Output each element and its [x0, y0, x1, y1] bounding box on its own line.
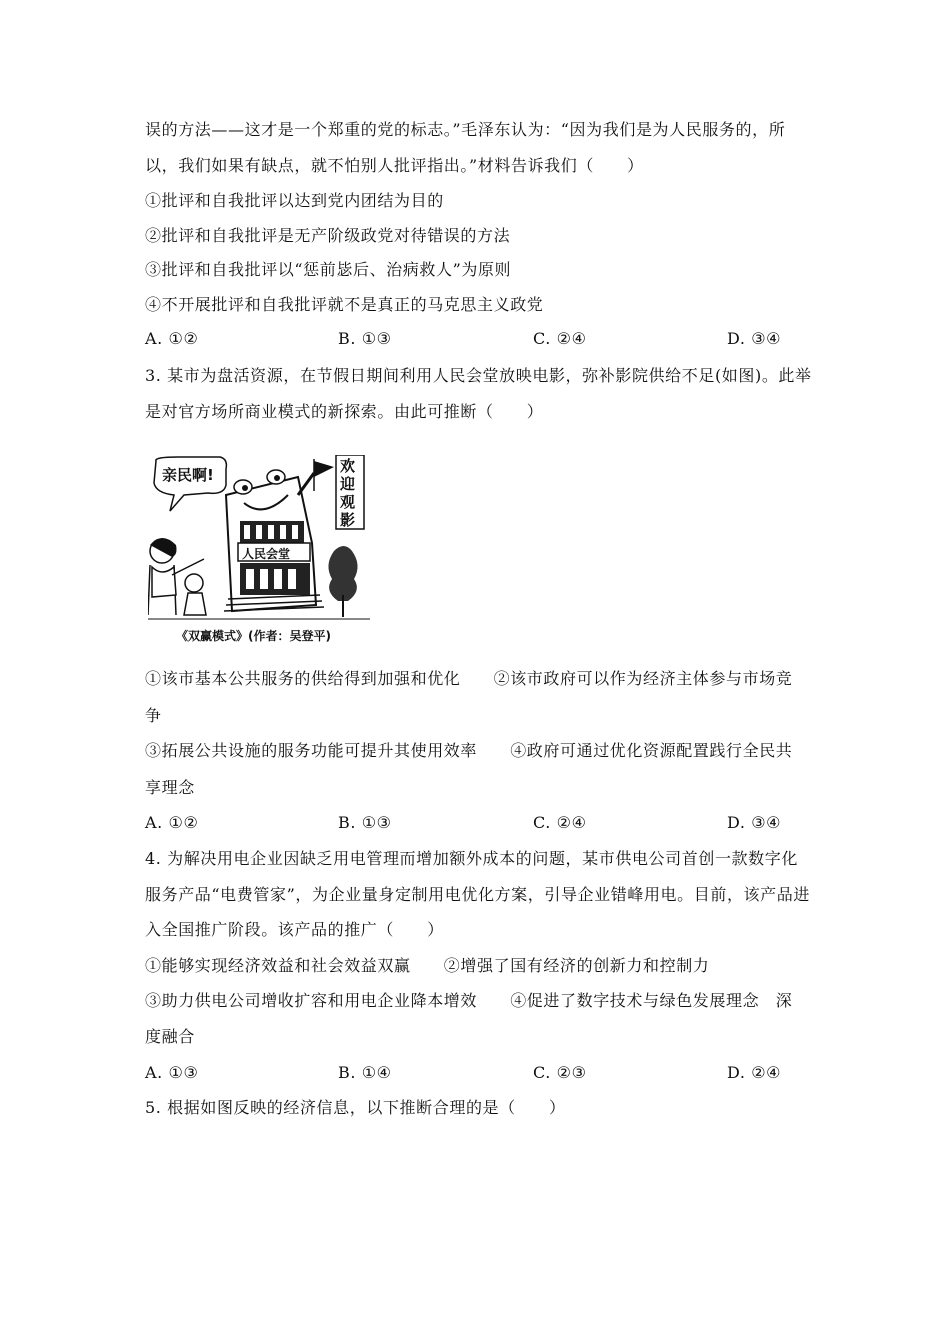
text-line: 以，我们如果有缺点，就不怕别人批评指出。”材料告诉我们（ ）: [145, 156, 644, 175]
building-sign: 人民会堂: [242, 547, 291, 561]
option-line: 享理念: [145, 778, 195, 797]
banner-char: 迎: [340, 475, 356, 493]
welcome-banner: [340, 457, 360, 529]
choice-a: A. ①②: [145, 329, 199, 348]
question-5: 5. 根据如图反映的经济信息，以下推断合理的是（ ）: [145, 1098, 566, 1117]
text-line: 误的方法——这才是一个郑重的党的标志。”毛泽东认为：“因为我们是为人民服务的，所: [145, 120, 786, 139]
option-line: ①批评和自我批评以达到党内团结为目的: [145, 191, 444, 210]
option-line: ②批评和自我批评是无产阶级政党对待错误的方法: [145, 226, 511, 245]
choice-a: A. ①②: [145, 813, 199, 832]
speech-bubble-text: 亲民啊!: [162, 466, 214, 484]
answer-choices-q4: [145, 1063, 805, 1083]
choice-d: D. ③④: [727, 813, 782, 832]
choice-a: A. ①③: [145, 1063, 199, 1082]
option-line: 度融合: [145, 1027, 195, 1046]
option-line: ③助力供电公司增收扩容和用电企业降本增效 ④促进了数字技术与绿色发展理念 深: [145, 991, 793, 1010]
answer-choices-q2: [145, 329, 805, 349]
option-line: ③批评和自我批评以“惩前毖后、治病救人”为原则: [145, 260, 512, 279]
option-line: ①能够实现经济效益和社会效益双赢 ②增强了国有经济的创新力和控制力: [145, 956, 710, 975]
banner-char: 欢: [340, 457, 356, 475]
text-line: 入全国推广阶段。该产品的推广（ ）: [145, 920, 444, 939]
choice-d: D. ③④: [727, 329, 782, 348]
choice-c: C. ②④: [533, 813, 587, 832]
option-line: 争: [145, 706, 162, 725]
option-line: ④不开展批评和自我批评就不是真正的马克思主义政党: [145, 295, 544, 314]
banner-char: 观: [340, 493, 356, 511]
choice-c: C. ②④: [533, 329, 587, 348]
choice-d: D. ②④: [727, 1063, 782, 1082]
text-line: 服务产品“电费管家”，为企业量身定制用电优化方案，引导企业错峰用电。目前，该产品进: [145, 885, 810, 904]
comic-illustration: [148, 455, 370, 653]
choice-c: C. ②③: [533, 1063, 587, 1082]
comic-caption: 《双赢模式》(作者：吴登平): [176, 629, 331, 643]
choice-b: B. ①④: [338, 1063, 392, 1082]
choice-b: B. ①③: [338, 813, 392, 832]
answer-choices-q3: [145, 813, 805, 833]
question-3: 3. 某市为盘活资源，在节假日期间利用人民会堂放映电影，弥补影院供给不足(如图)。此举: [145, 366, 812, 385]
question-4: 4. 为解决用电企业因缺乏用电管理而增加额外成本的问题，某市供电公司首创一款数字化: [145, 849, 798, 868]
banner-char: 影: [340, 511, 356, 529]
text-line: 是对官方场所商业模式的新探索。由此可推断（ ）: [145, 402, 544, 421]
choice-b: B. ①③: [338, 329, 392, 348]
option-line: ①该市基本公共服务的供给得到加强和优化 ②该市政府可以作为经济主体参与市场竞: [145, 669, 793, 688]
option-line: ③拓展公共设施的服务功能可提升其使用效率 ④政府可通过优化资源配置践行全民共: [145, 741, 793, 760]
